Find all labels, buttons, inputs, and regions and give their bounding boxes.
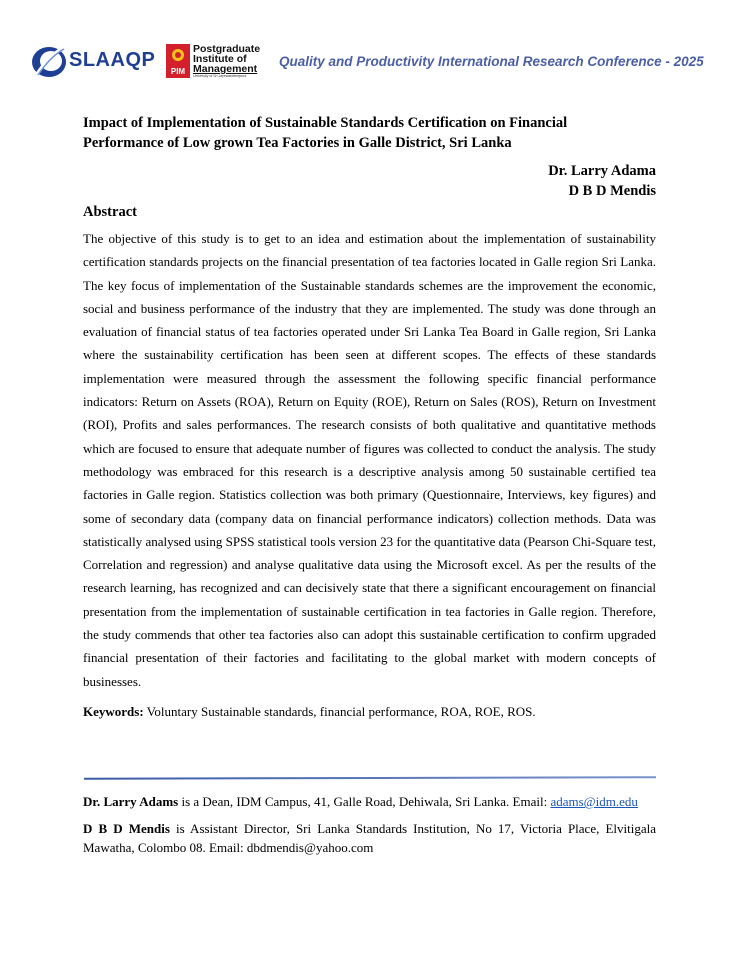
keywords-label: Keywords: [83,703,144,719]
abstract-text: The objective of this study is to get to an idea and estimation about the implementation of sustainability certification standards projects on the financial presentation of tea factories located in Galle region Sri Lanka. The key focus of implementation of the Sustainable standards schemes are the improvement the economic, social and business performance of the industry that they are implemented. The study was done through an evaluation of financial status of tea factories operated under Sri Lanka Tea Board in Galle region, Sri Lanka where the sustainability certification has been seen at different scopes. The effects of these standards implementation were measured through the assessment the following specific financial performance indicators: Return on Assets (ROA), Return on Equity (ROE), Return on Sales (ROS), Return on Investment (ROI), Profits and sales performances. The research consists of both qualitative and quantitative methods which are focused to ensure that adequate number of figures was collected to conduct the analysis. The study methodology was embraced for this research is a descriptive analysis among 50 sustainable certified tea factories in Galle region. Statistics collection was both primary (Questionnaire, Interviews, key figures) and some of secondary data (company data on financial performance indicators) collection methods. Data was statistically analysed using SPSS statistical tools version 23 for the quantitative data (Pearson Chi-Square test, Correlation and regression) and analyse qualitative data using the Microsoft excel. As per the results of the research learning, has recognized and can decisively state that there a significant encouragement on financial presentation from the implementation of sustainable certification in tea factories in Galle region. Therefore, the study commends that other tea factories also can adopt this sustainable certification to confirm upgraded financial presentation of their factories and facilitating to the global market with modern concepts of businesses. [83,231,656,689]
footnote-author-2: D B D Mendis is Assistant Director, Sri Lanka Standards Institution, No 17, Victoria Place, Elvitigala Mawatha, Colombo 08. Email: dbdmendis@yahoo.com [83,821,656,855]
keywords [83,702,656,722]
author-1: Dr. Larry Adama [548,163,656,179]
keywords-text: Voluntary Sustainable standards, financial performance, ROA, ROE, ROS. [143,703,536,719]
footnote-divider [84,776,656,779]
slaaqp-logo-text: SLAAQP [69,49,156,71]
abstract-heading: Abstract [83,204,137,220]
page-header [0,0,737,100]
email-link[interactable]: adams@idm.edu [550,794,638,809]
conference-title: Quality and Productivity International Research Conference - 2025 [279,54,704,69]
svg-text:PIM: PIM [170,67,186,76]
pim-logo-icon [166,44,190,78]
paper-content [83,113,656,722]
author-list [83,161,656,201]
author-footnotes [83,792,656,865]
paper-title: Impact of Implementation of Sustainable Standards Certification on Financial Performance of Low grown Tea Factories in Galle District, Sri Lanka [83,115,568,151]
author-2: D B D Mendis [568,183,656,199]
pim-logo-text: Postgraduate Institute of Management [193,43,261,75]
pim-logo-subtitle: University of Sri Jayewardenepura [193,74,247,78]
footnote-author-1: Dr. Larry Adams is a Dean, IDM Campus, 41, Galle Road, Dehiwala, Sri Lanka. Email: adams@idm.edu [83,794,638,809]
